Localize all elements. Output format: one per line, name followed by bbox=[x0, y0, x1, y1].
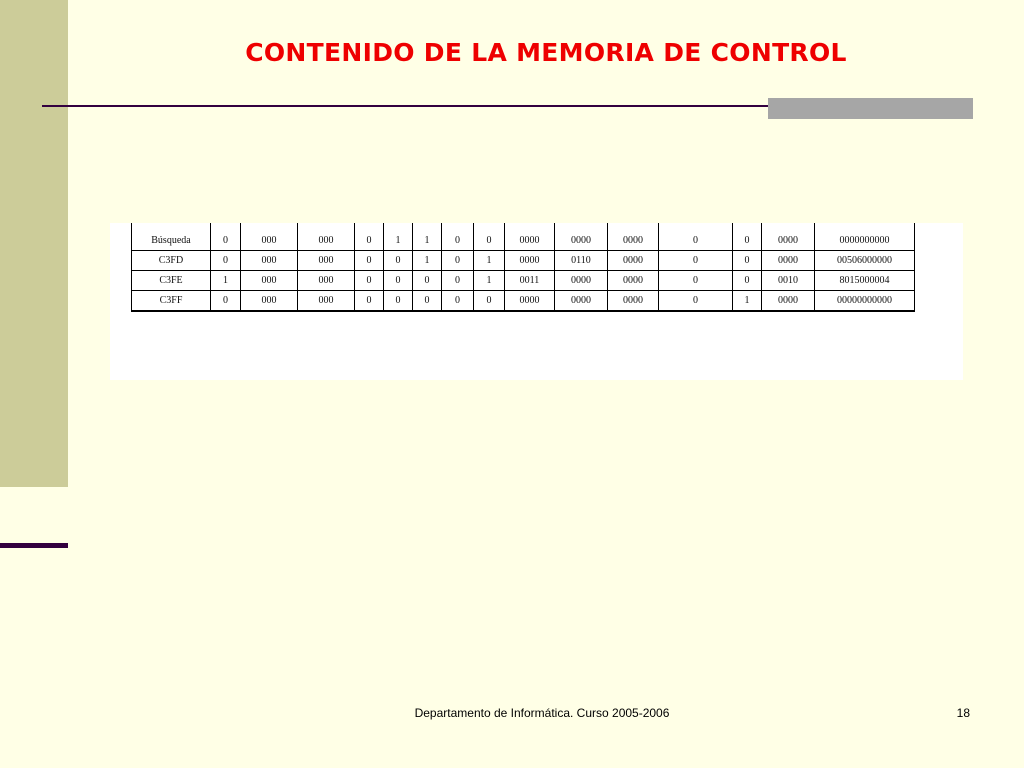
table-cell: 0 bbox=[442, 291, 474, 312]
table-row bbox=[132, 291, 915, 312]
table-cell: 0 bbox=[474, 223, 505, 251]
table-cell: 0 bbox=[442, 251, 474, 271]
sidebar-band bbox=[0, 0, 68, 487]
table-cell: 000 bbox=[298, 291, 355, 312]
table-cell: 0000 bbox=[762, 223, 815, 251]
footer-text: Departamento de Informática. Curso 2005-2006 bbox=[414, 706, 670, 720]
table-body bbox=[132, 223, 915, 311]
table-cell: 0000 bbox=[505, 223, 555, 251]
table-cell: 0000 bbox=[555, 223, 608, 251]
table-cell: 0000 bbox=[608, 271, 659, 291]
table-cell: 000 bbox=[298, 271, 355, 291]
table-cell: 1 bbox=[413, 223, 442, 251]
slide-title: CONTENIDO DE LA MEMORIA DE CONTROL bbox=[245, 38, 847, 67]
accent-bar bbox=[768, 98, 973, 119]
table-cell: 0 bbox=[659, 291, 733, 312]
table-cell: 0 bbox=[355, 251, 384, 271]
table-cell: 0010 bbox=[762, 271, 815, 291]
table-panel bbox=[110, 223, 963, 380]
table-cell: 0000000000 bbox=[815, 223, 915, 251]
row-label-cell: Búsqueda bbox=[132, 223, 211, 251]
table-cell: 0 bbox=[659, 251, 733, 271]
table-cell: 0 bbox=[659, 223, 733, 251]
row-label-cell: C3FD bbox=[132, 251, 211, 271]
table-cell: 0 bbox=[355, 271, 384, 291]
row-label-cell: C3FE bbox=[132, 271, 211, 291]
table-cell: 0 bbox=[413, 291, 442, 312]
table-row bbox=[132, 271, 915, 291]
table-cell: 00000000000 bbox=[815, 291, 915, 312]
table-cell: 0 bbox=[733, 251, 762, 271]
table-cell: 000 bbox=[241, 251, 298, 271]
table-row bbox=[132, 251, 915, 271]
table-cell: 1 bbox=[211, 271, 241, 291]
row-label-cell: C3FF bbox=[132, 291, 211, 312]
table-row bbox=[132, 223, 915, 251]
table-cell: 0000 bbox=[608, 251, 659, 271]
table-cell: 0 bbox=[384, 271, 413, 291]
table-cell: 0 bbox=[355, 223, 384, 251]
sidebar-rule bbox=[0, 543, 68, 548]
table-cell: 0000 bbox=[505, 291, 555, 312]
table-cell: 0 bbox=[733, 223, 762, 251]
table-cell: 0000 bbox=[555, 271, 608, 291]
table-cell: 1 bbox=[474, 271, 505, 291]
table-cell: 0 bbox=[733, 271, 762, 291]
table-cell: 000 bbox=[241, 291, 298, 312]
table-cell: 0 bbox=[384, 251, 413, 271]
table-cell: 0 bbox=[442, 271, 474, 291]
page-number: 18 bbox=[956, 706, 970, 720]
table-cell: 0 bbox=[211, 291, 241, 312]
table-cell: 1 bbox=[474, 251, 505, 271]
table-cell: 0110 bbox=[555, 251, 608, 271]
table-cell: 0000 bbox=[762, 291, 815, 312]
table-cell: 0000 bbox=[762, 251, 815, 271]
table-cell: 0 bbox=[355, 291, 384, 312]
table-cell: 0000 bbox=[555, 291, 608, 312]
table-cell: 1 bbox=[733, 291, 762, 312]
table-cell: 0 bbox=[211, 223, 241, 251]
table-cell: 0 bbox=[474, 291, 505, 312]
table-cell: 0 bbox=[659, 271, 733, 291]
table-cell: 0011 bbox=[505, 271, 555, 291]
table-cell: 0000 bbox=[608, 291, 659, 312]
table-cell: 0 bbox=[384, 291, 413, 312]
table-cell: 000 bbox=[241, 223, 298, 251]
control-memory-table bbox=[131, 223, 915, 312]
table-cell: 000 bbox=[298, 223, 355, 251]
table-cell: 0 bbox=[442, 223, 474, 251]
table-cell: 1 bbox=[413, 251, 442, 271]
table-cell: 0000 bbox=[505, 251, 555, 271]
table-cell: 000 bbox=[241, 271, 298, 291]
table-cell: 1 bbox=[384, 223, 413, 251]
table-cell: 0 bbox=[413, 271, 442, 291]
table-cell: 000 bbox=[298, 251, 355, 271]
table-cell: 8015000004 bbox=[815, 271, 915, 291]
table-cell: 0000 bbox=[608, 223, 659, 251]
table-cell: 0 bbox=[211, 251, 241, 271]
table-cell: 00506000000 bbox=[815, 251, 915, 271]
